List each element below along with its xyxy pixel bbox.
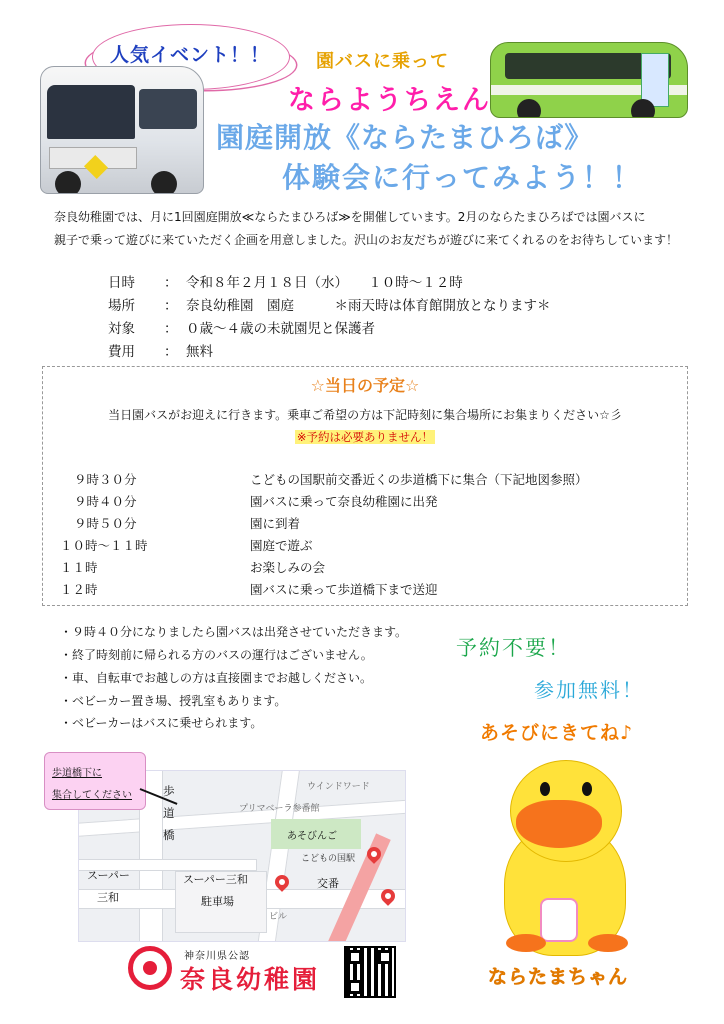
schedule-row <box>60 579 680 601</box>
callout-line-1: 歩道橋下に <box>52 768 102 779</box>
info-key: 対象 <box>108 321 135 337</box>
headline-try-event: 体験会に行ってみよう！！ <box>282 161 643 194</box>
headline-ride-bus: 園バスに乗って <box>316 51 449 72</box>
schedule-note <box>42 429 688 445</box>
schedule-time: １２時 <box>60 582 98 597</box>
schedule-desc: こどもの国駅前交番近くの歩道橋下に集合（下記地図参照） <box>250 472 588 487</box>
schedule-desc: 園庭で遊ぶ <box>250 538 313 553</box>
map-label-asobinko: あそびんご <box>287 831 337 842</box>
schedule-desc: 園に到着 <box>250 516 301 531</box>
info-key: 場所 <box>108 298 135 314</box>
mascot-foot <box>588 934 628 952</box>
schedule-title: ☆当日の予定☆ <box>310 376 420 395</box>
mascot-eye <box>540 782 550 796</box>
info-key: 日時 <box>108 275 135 291</box>
map-label-police-box: 交番 <box>317 877 339 890</box>
map-label-station: こどもの国駅 <box>301 854 356 864</box>
schedule-time: ９時４０分 <box>74 494 137 509</box>
info-row-fee: 費用 ： 無料 <box>108 341 213 363</box>
map-label-supermarket: スーパー <box>87 869 130 882</box>
headline-kindergarten: ならようちえん <box>288 85 491 116</box>
schedule-time: １１時 <box>60 560 98 575</box>
headline-open-garden: 園庭開放《ならたまひろば》 <box>216 121 594 154</box>
mascot-foot <box>506 934 546 952</box>
schedule-row <box>60 557 680 579</box>
meeting-point-map: 歩 道 橋 ウインドワード プリマベーラ参番館 あそびんご こどもの国駅 交番 スーパー 三和 スーパー三和 駐車場 ビル <box>78 770 406 942</box>
info-key: 費用 <box>108 344 135 360</box>
free-participation-heading: 参加無料！ <box>534 678 644 702</box>
map-label-windward: ウインドワード <box>307 782 370 792</box>
note-item: ・ベビーカーはバスに乗せられます。 <box>60 716 263 730</box>
intro-line-2: 親子で乗って遊びに来ていただく企画を用意しました。沢山のお友だちが遊びに来てくれるのをお待ちしています！ <box>54 233 679 247</box>
map-label-primavera: プリマベーラ参番館 <box>239 804 320 814</box>
meeting-callout <box>44 752 146 810</box>
schedule-time: ９時５０分 <box>74 516 137 531</box>
note-item: ・車、自転車でお越しの方は直接園までお越しください。 <box>60 671 373 685</box>
callout-line-2: 集合してください <box>52 790 132 801</box>
map-label-building: ビル <box>269 912 288 922</box>
kindergarten-logo-icon <box>128 946 172 990</box>
schedule-time: ９時３０分 <box>74 472 137 487</box>
note-item: ・終了時刻前に帰られる方のバスの運行はございません。 <box>60 648 373 662</box>
mascot-eye <box>582 782 592 796</box>
intro-line-1: 奈良幼稚園では、月に1回園庭開放≪ならたまひろば≫を開催しています。2月のならたまひろばでは園バスに <box>54 210 646 224</box>
come-play-heading: あそびにきてね♪ <box>480 722 634 744</box>
info-value: 奈良幼稚園 園庭 ＊雨天時は体育館開放となります＊ <box>186 298 551 314</box>
mascot-name-tag <box>540 898 578 942</box>
info-value: 令和８年２月１８日（水） １０時～１２時 <box>186 275 463 291</box>
map-label-footbridge: 歩 <box>163 784 175 798</box>
schedule-row <box>60 535 680 557</box>
schedule-desc: お楽しみの会 <box>250 560 326 575</box>
mascot-beak <box>516 800 602 848</box>
info-row-place: 場所 ： 奈良幼稚園 園庭 ＊雨天時は体育館開放となります＊ <box>108 295 551 317</box>
school-bus-photo-right <box>490 42 688 118</box>
qr-code-icon[interactable] <box>344 946 396 998</box>
note-item: ・ベビーカー置き場、授乳室もあります。 <box>60 694 287 708</box>
info-value: ０歳～４歳の未就園児と保護者 <box>186 321 375 337</box>
no-reservation-note: ※予約は必要ありません！ <box>296 430 434 444</box>
schedule-desc: 園バスに乗って奈良幼稚園に出発 <box>250 494 438 509</box>
info-value: 無料 <box>186 344 213 360</box>
schedule-desc: 園バスに乗って歩道橋下まで送迎 <box>250 582 438 597</box>
note-item: ・９時４０分になりましたら園バスは出発させていただきます。 <box>60 625 408 639</box>
schedule-intro: 当日園バスがお迎えに行きます。乗車ご希望の方は下記時刻に集合場所にお集まりください☆彡 <box>108 408 622 422</box>
school-bus-photo-left <box>40 66 204 194</box>
no-reservation-heading: 予約不要！ <box>456 636 571 660</box>
map-label-parking: スーパー三和 <box>183 873 248 886</box>
schedule-row <box>60 513 680 535</box>
info-row-date: 日時 ： 令和８年２月１８日（水） １０時～１２時 <box>108 272 463 294</box>
schedule-row <box>60 491 680 513</box>
mascot-name: ならたまちゃん <box>488 966 629 988</box>
schedule-row <box>60 469 680 491</box>
event-cloud-text: 人気イベント！！ <box>109 44 270 66</box>
info-row-target: 対象 ： ０歳～４歳の未就園児と保護者 <box>108 318 375 340</box>
schedule-time: １０時～１１時 <box>60 538 148 553</box>
logo-kindergarten-name: 奈良幼稚園 <box>180 965 321 994</box>
logo-prefecture: 神奈川県公認 <box>184 951 250 962</box>
